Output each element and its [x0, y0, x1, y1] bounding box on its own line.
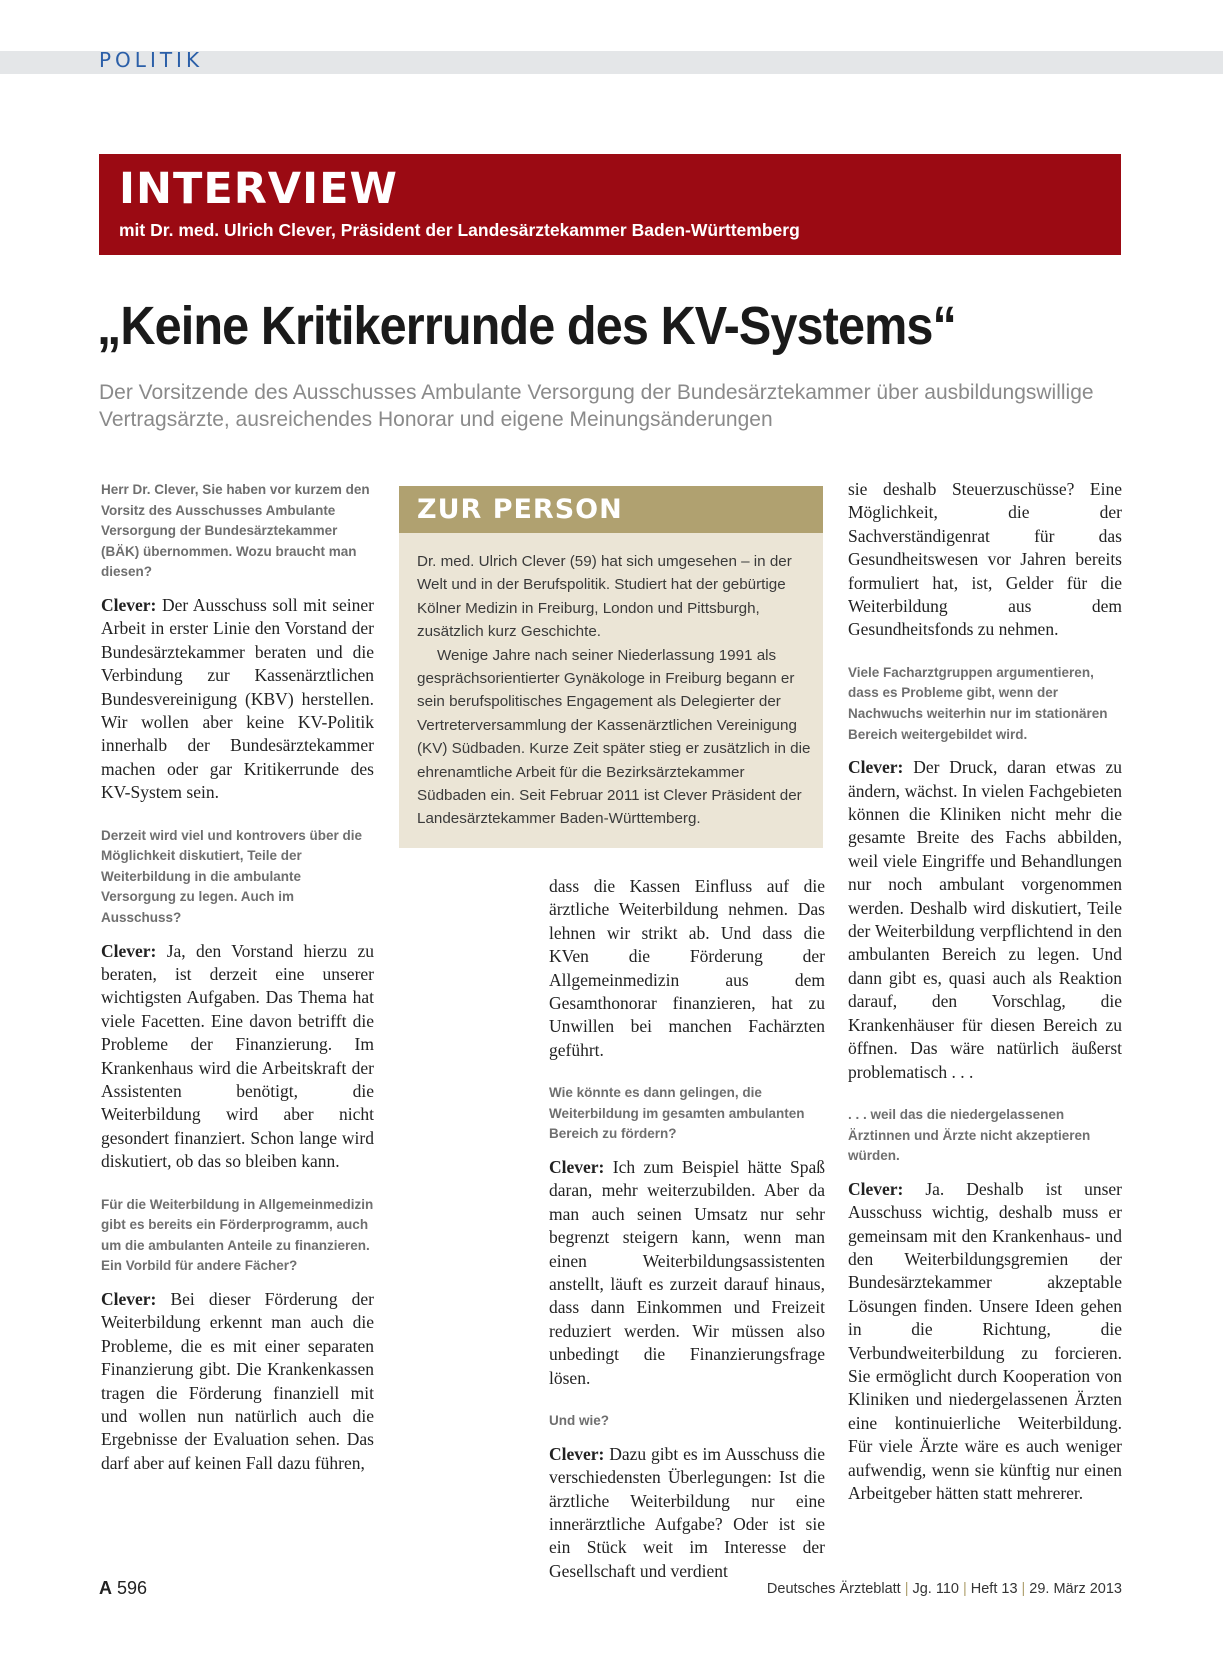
- speaker-label: Clever:: [549, 1443, 605, 1464]
- page-prefix: A: [99, 1578, 112, 1598]
- speaker-label: Clever:: [848, 1178, 904, 1199]
- interview-question: Viele Facharztgruppen argumentieren, dass es Probleme gibt, wenn der Nachwuchs weiterhin nur im stationären Bereich weitergebildet wird.: [848, 664, 1108, 742]
- interview-answer: [549, 1443, 825, 1583]
- person-box-header: [399, 486, 823, 533]
- interview-banner: [99, 154, 1121, 255]
- answer-text: Ja. Deshalb ist unser Ausschuss wichtig, deshalb muss er gemeinsam mit den Krankenhaus- und den Weiterbildungsgremien der Bundesärztekammer akzeptable Lösungen finden. Unsere Ideen gehen in die Richtung, die Verbundweiterbildung zu forcieren. Sie ermöglicht durch Kooperation von Kliniken und niedergelassenen Ärzten eine kontinuierliche Weiterbildung. Für viele Ärzte wäre es auch weniger aufwendig, wenn sie künftig nur einen Arbeitgeber hätten statt mehrerer.: [848, 1178, 1122, 1503]
- interview-question: Derzeit wird viel und kontrovers über die Möglichkeit diskutiert, Teile der Weiterbildung in die ambulante Versorgung zu legen. Auch im Ausschuss?: [101, 827, 363, 925]
- interview-answer: [848, 756, 1122, 1084]
- answer-text: Bei dieser Förderung der Weiterbildung erkennt man auch die Probleme, die es mit einer separaten Finanzierung gibt. Die Krankenkassen tragen die Förderung finanziell mit und wollen nun natürlich auch die Ergebnisse der Evaluation sehen. Das darf aber auf keinen Fall dazu führen,: [101, 1289, 374, 1473]
- article-headline: „Keine Kritikerrunde des KV-Systems“: [97, 296, 956, 356]
- banner-subtitle: mit Dr. med. Ulrich Clever, Präsident der Landesärztekammer Baden-Württemberg: [119, 220, 800, 240]
- footer-separator: |: [1021, 1581, 1026, 1597]
- answer-text: Dazu gibt es im Ausschuss die verschiedensten Überlegungen: Ist die ärztliche Weiterbildung nur eine innerärztliche Aufgabe? Oder ist sie ein Stück weit im Interesse der Gesellschaft und verdient: [549, 1443, 825, 1581]
- interview-answer: [848, 1178, 1122, 1506]
- speaker-label: Clever:: [549, 1157, 605, 1178]
- answer-text: Ich zum Beispiel hätte Spaß daran, mehr weiterzubilden. Aber da man auch seinen Umsatz nur sehr begrenzt steigern kann, wenn man einen Weiterbildungsassistenten anstellt, läuft es zurzeit darauf hinaus, dass dann Einkommen und Freizeit reduziert werden. Wir müssen also unbedingt die Finanzierungsfrage lösen.: [549, 1157, 825, 1388]
- interview-answer: sie deshalb Steuerzuschüsse? Eine Möglichkeit, die der Sachverständigenrat für das Gesundheitswesen vor Jahren bereits formuliert hat, ist, Gelder für die Weiterbildung aus dem Gesundheitsfonds zu nehmen.: [848, 479, 1122, 640]
- journal-date: 29. März 2013: [1029, 1581, 1122, 1597]
- footer-separator: |: [962, 1581, 967, 1597]
- interview-question: Und wie?: [549, 1413, 609, 1429]
- interview-question: Für die Weiterbildung in Allgemeinmedizin gibt es bereits ein Förderprogramm, auch um die ambulanten Anteile zu finanzieren. Ein Vorbild für andere Fächer?: [101, 1196, 374, 1274]
- speaker-label: Clever:: [101, 594, 157, 615]
- answer-text: Der Ausschuss soll mit seiner Arbeit in erster Linie den Vorstand der Bundesärztekammer beraten und die Verbindung zur Kassenärztlichen Bundesvereinigung (KBV) herstellen. Wir wollen aber keine KV-Politik innerhalb der Bundesärztekammer machen oder gar Kritikerrunde des KV-System sein.: [101, 594, 374, 803]
- person-paragraph: Wenige Jahre nach seiner Niederlassung 1991 als gesprächsorientierter Gynäkologe in Freiburg begann er sein berufspolitisches Engagement als Delegierter der Vertreterversammlung der Kassenärztlichen Vereinigung (KV) Südbaden. Kurze Zeit später stieg er zusätzlich in die ehrenamtliche Arbeit für die Bezirksärztekammer Südbaden ein. Seit Februar 2011 ist Clever Präsident der Landesärztekammer Baden-Württemberg.: [417, 646, 811, 828]
- speaker-label: Clever:: [101, 1289, 157, 1310]
- banner-title: INTERVIEW: [119, 164, 398, 214]
- person-box: [399, 486, 823, 848]
- journal-volume: Jg. 110: [912, 1581, 959, 1597]
- person-box-body: [417, 550, 812, 831]
- page-number: [99, 1578, 147, 1599]
- answer-text: Ja, den Vorstand hierzu zu beraten, ist derzeit eine unserer wichtigsten Aufgaben. Das Thema hat viele Facetten. Eine davon betrifft die Probleme der Finanzierung. Im Krankenhaus wird die Arbeitskraft der Assistenten benötigt, die Weiterbildung wird aber nicht gesondert finanziert. Schon lange wird diskutiert, ob das so bleiben kann.: [101, 940, 374, 1172]
- interview-question: Herr Dr. Clever, Sie haben vor kurzem den Vorsitz des Ausschusses Ambulante Versorgung der Bundesärztekammer (BÄK) übernommen. Wozu braucht man diesen?: [101, 482, 370, 580]
- section-label: POLITIK: [99, 48, 204, 72]
- interview-question: . . . weil das die niedergelassenen Ärztinnen und Ärzte nicht akzeptieren würden.: [848, 1106, 1091, 1164]
- interview-answer: [101, 1288, 374, 1475]
- interview-question: Wie könnte es dann gelingen, die Weiterbildung im gesamten ambulanten Bereich zu fördern?: [549, 1085, 805, 1142]
- footer-separator: |: [904, 1581, 909, 1597]
- person-paragraph: Dr. med. Ulrich Clever (59) hat sich umgesehen – in der Welt und in der Berufspolitik. Studiert hat der gebürtige Kölner Medizin in Freiburg, London und Pittsburgh, zusätzlich kurz Geschichte.: [417, 553, 792, 641]
- interview-answer: dass die Kassen Einfluss auf die ärztliche Weiterbildung nehmen. Das lehnen wir strikt ab. Und dass die KVen die Förderung der Allgemeinmedizin aus dem Gesamthonorar finanzieren, hat zu Unwillen bei manchen Fachärzten geführt.: [549, 876, 825, 1060]
- interview-answer: [101, 940, 374, 1174]
- article-lead: Der Vorsitzende des Ausschusses Ambulante Versorgung der Bundesärztekammer über ausbildungswillige Vertragsärzte, ausreichendes Honorar und eigene Meinungsänderungen: [99, 381, 1094, 431]
- journal-footer: [767, 1581, 1122, 1597]
- interview-answer: [549, 1156, 825, 1390]
- journal-name: Deutsches Ärzteblatt: [766, 1581, 901, 1597]
- interview-answer: [101, 594, 374, 805]
- speaker-label: Clever:: [848, 757, 904, 778]
- speaker-label: Clever:: [101, 940, 157, 961]
- person-box-title: ZUR PERSON: [417, 494, 623, 525]
- text-column-3: [848, 478, 1122, 1526]
- text-column-1: [101, 480, 374, 1496]
- journal-issue: Heft 13: [970, 1581, 1018, 1597]
- answer-text: Der Druck, daran etwas zu ändern, wächst. In vielen Fachgebieten können die Kliniken nicht mehr die gesamte Breite des Fachs abbilden, weil viele Eingriffe und Behandlungen nur noch ambulant vorgenommen werden. Deshalb wird diskutiert, Teile der Weiterbildung verpflichtend in den ambulanten Bereich zu legen. Und dann gibt es, quasi auch als Reaktion darauf, den Vorschlag, die Krankenhäuser für diesen Bereich zu öffnen. Das wäre natürlich äußerst problematisch . . .: [848, 757, 1122, 1082]
- page-number-value: 596: [117, 1578, 148, 1598]
- text-column-2: [549, 875, 825, 1604]
